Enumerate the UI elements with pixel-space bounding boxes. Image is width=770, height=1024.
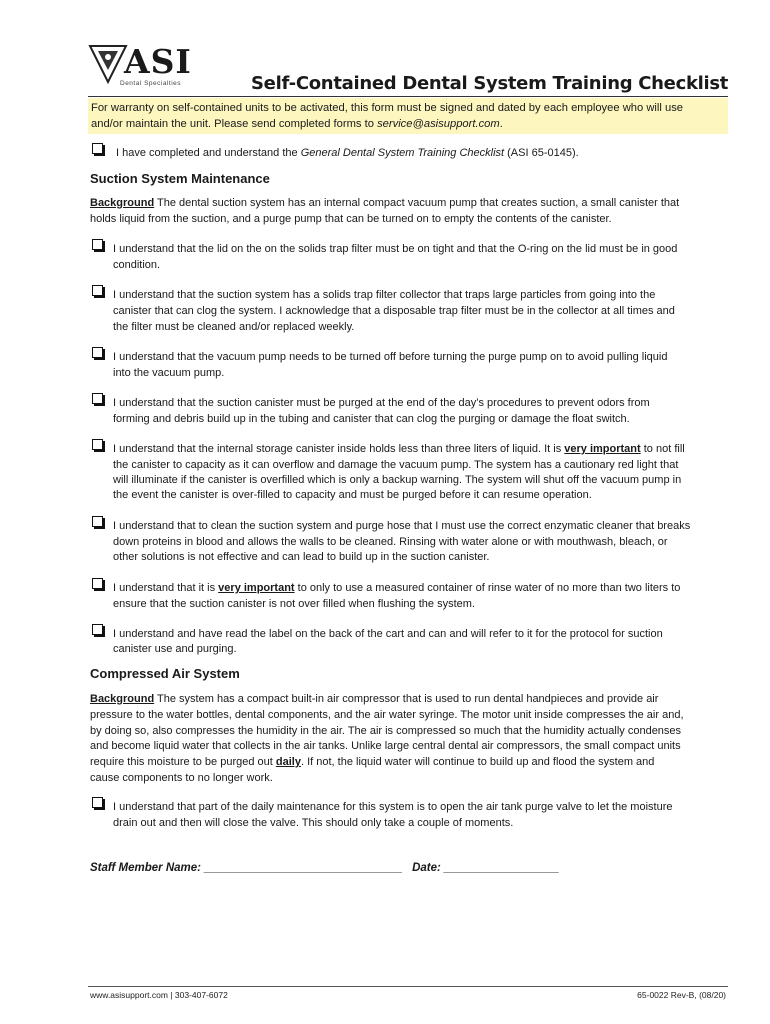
suction-item-6-checkbox[interactable] (92, 516, 103, 527)
suction-item-6-line-3: other solutions is not effective and can lead to build up in the suction canister. (113, 551, 490, 563)
air-background-line-3: by doing so, also compresses the humidity in the air. The air is compressed so much that the humidity actually condenses (90, 725, 682, 737)
date-field[interactable]: __________________ (444, 862, 560, 874)
suction-item-7-text-a: I understand that it is (113, 582, 219, 594)
very-important-emphasis: very important (218, 582, 295, 594)
warranty-notice (88, 98, 728, 134)
air-background-line-5 (90, 754, 654, 770)
suction-item-3-line-2: into the vacuum pump. (113, 367, 225, 379)
suction-item-2-line-1: I understand that the suction system has a solids trap filter collector that traps large particles from going into the (113, 289, 656, 301)
suction-item-5-line-3: will illuminate if the canister is overfilled which is only a backup warning. The system will shut off the vacuum pump in (113, 474, 682, 486)
air-item-checkbox[interactable] (92, 797, 103, 808)
notice-text: and/or maintain the unit. Please send completed forms to (91, 118, 378, 130)
general-checklist-text (116, 145, 579, 161)
staff-name-label: Staff Member Name: (90, 862, 205, 874)
notice-line-1: For warranty on self-contained units to be activated, this form must be signed and dated by each employee who will use (91, 102, 684, 114)
suction-item-2-checkbox[interactable] (92, 285, 103, 296)
notice-line-2 (91, 116, 725, 132)
suction-item-7-line-2: ensure that the suction canister is not over filled when flushing the system. (113, 598, 475, 610)
title-divider (88, 96, 728, 97)
footer-divider (88, 986, 728, 987)
document-title: Self-Contained Dental System Training Checklist (251, 73, 729, 94)
footer-contact: www.asisupport.com | 303-407-6072 (90, 990, 228, 1000)
air-heading: Compressed Air System (90, 666, 240, 681)
suction-item-4-line-2: forming and debris build up in the tubing and canister that can clog the purging or damage the float switch. (113, 413, 630, 425)
background-label: Background (90, 197, 155, 209)
suction-item-1-line-1: I understand that the lid on the on the solids trap filter must be on tight and that the O-ring on the lid must be in good (113, 243, 678, 255)
suction-item-7-checkbox[interactable] (92, 578, 103, 589)
suction-item-4-line-1: I understand that the suction canister must be purged at the end of the day’s procedures to prevent odors from (113, 397, 650, 409)
air-item-line-2: drain out and then will close the valve. This should only take a couple of moments. (113, 817, 514, 829)
air-background-line-4: and become liquid water that collects in the air tanks. Unlike large central dental air compressors, the small compact units (90, 740, 681, 752)
suction-item-1-line-2: condition. (113, 259, 161, 271)
suction-background-line-2: holds liquid from the suction, and a purge pump that can be turned on to empty the contents of the canister. (90, 213, 612, 225)
air-background-5c: . If not, the liquid water will continue to build up and flood the system and (300, 756, 655, 768)
air-background-line-1 (90, 691, 658, 707)
suction-item-5-checkbox[interactable] (92, 439, 103, 450)
air-background-line-2: pressure to the water bottles, dental components, and the air water syringe. The motor unit inside compresses the air and, (90, 709, 684, 721)
suction-item-6-line-2: down proteins in blood and allows the walls to be cleaned. Rinsing with water alone or with mouthwash, bleach, or (113, 536, 668, 548)
date-label: Date: (412, 862, 445, 874)
general-check-pre: I have completed and understand the (116, 147, 301, 159)
suction-heading: Suction System Maintenance (90, 171, 270, 186)
suction-item-5-text-a: I understand that the internal storage canister inside holds less than three liters of liquid. It is (113, 443, 565, 455)
suction-item-1-checkbox[interactable] (92, 239, 103, 250)
logo-subtitle: Dental Specialties (120, 80, 182, 87)
logo-wordmark: ASI (124, 42, 192, 81)
suction-item-8-line-2: canister use and purging. (113, 643, 237, 655)
suction-item-7-text-c: to only to use a measured container of rinse water of no more than two liters to (294, 582, 681, 594)
suction-item-8-line-1: I understand and have read the label on the back of the cart and can and will refer to it for the protocol for suction (113, 628, 663, 640)
suction-item-5-line-1 (113, 441, 685, 457)
general-check-post: (ASI 65-0145). (504, 147, 579, 159)
suction-item-8-checkbox[interactable] (92, 624, 103, 635)
suction-item-2-line-3: the filter must be cleaned and/or replaced weekly. (113, 321, 355, 333)
air-item-line-1: I understand that part of the daily maintenance for this system is to open the air tank purge valve to let the moisture (113, 801, 673, 813)
suction-item-5-text-c: to not fill (640, 443, 685, 455)
air-background-line-6: cause components to no longer work. (90, 772, 273, 784)
suction-item-3-line-1: I understand that the vacuum pump needs to be turned off before turning the purge pump on to avoid pulling liquid (113, 351, 668, 363)
daily-emphasis: daily (275, 756, 301, 768)
staff-name-field[interactable]: _______________________________ (204, 862, 403, 874)
suction-background-text: The dental suction system has an internal compact vacuum pump that creates suction, a small canister that (154, 197, 680, 209)
air-background-5a: require this moisture to be purged out (90, 756, 276, 768)
service-email-link[interactable]: service@asisupport.com (377, 118, 500, 130)
suction-item-2-line-2: canister that can clog the system. I acknowledge that a disposable trap filter must be in the collector at all times and (113, 305, 675, 317)
very-important-emphasis: very important (564, 443, 641, 455)
notice-end: . (499, 118, 503, 130)
background-label: Background (90, 693, 155, 705)
suction-item-5-line-2: the canister to capacity as it can overflow and damage the vacuum pump. The system has a cautionary red light that (113, 459, 679, 471)
suction-item-3-checkbox[interactable] (92, 347, 103, 358)
general-check-doc-title: General Dental System Training Checklist (300, 147, 505, 159)
suction-item-7-line-1 (113, 580, 680, 596)
suction-background-line-1 (90, 195, 679, 211)
footer-form-number: 65-0022 Rev-B, (08/20) (637, 990, 726, 1000)
air-background-text: The system has a compact built-in air compressor that is used to run dental handpieces and provide air (154, 693, 659, 705)
signature-row (90, 862, 559, 874)
general-checklist-checkbox[interactable] (92, 143, 103, 154)
suction-item-4-checkbox[interactable] (92, 393, 103, 404)
suction-item-5-line-4: the event the canister is over-filled to capacity and must be purged before it can resume operation. (113, 489, 592, 501)
suction-item-6-line-1: I understand that to clean the suction system and purge hose that I must use the correct enzymatic cleaner that breaks (113, 520, 691, 532)
